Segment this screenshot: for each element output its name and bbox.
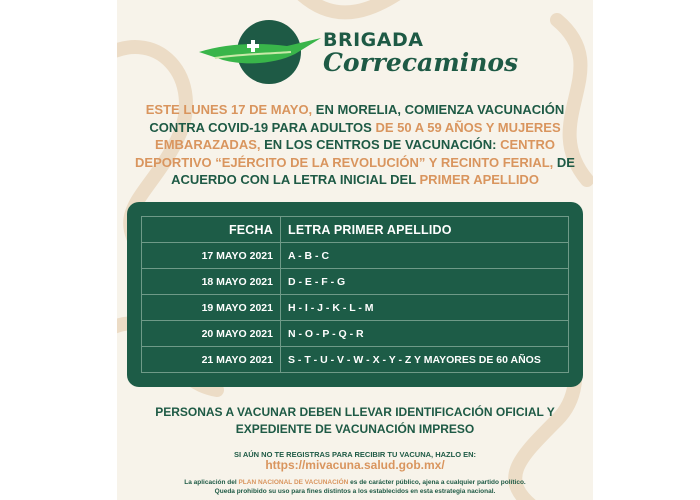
headline-criteria: DE ACUERDO CON LA LETRA INICIAL DEL — [171, 154, 575, 187]
headline-surname: PRIMER APELLIDO — [419, 172, 539, 187]
column-header-letter: LETRA PRIMER APELLIDO — [281, 217, 569, 243]
headline — [121, 101, 589, 189]
register-note: SI AÚN NO TE REGISTRAS PARA RECIBIR TU VACUNA, HAZLO EN: — [233, 450, 477, 459]
registration-link[interactable]: https://mivacuna.salud.gob.mx/ — [265, 458, 445, 472]
row-letters: H - I - J - K - L - M — [281, 295, 569, 321]
disclaimer-line-2: Queda prohibido su uso para fines distintos a los establecidos en esta estrategia nacional. — [214, 488, 496, 495]
table-row — [142, 243, 569, 269]
disclaimer-plan: PLAN NACIONAL DE VACUNACIÓN — [238, 479, 349, 486]
schedule-card — [127, 202, 583, 387]
row-date: 20 MAYO 2021 — [142, 321, 281, 347]
disclaimer-line-1 — [117, 478, 593, 487]
brand-subtitle: Correcaminos — [323, 48, 519, 77]
disclaimer-text-a: La aplicación del — [184, 479, 239, 486]
table-row — [142, 347, 569, 373]
column-header-date: FECHA — [142, 217, 281, 243]
headline-location: EN MORELIA, COMIENZA VACUNACIÓN CONTRA COVID-19 PARA ADULTOS — [149, 102, 565, 135]
brand-logo — [195, 14, 519, 92]
headline-date: ESTE LUNES 17 DE MAYO, — [145, 102, 313, 117]
table-row — [142, 321, 569, 347]
row-letters: A - B - C — [281, 243, 569, 269]
disclaimer-text-c: es de carácter público, ajena a cualquier partido político. — [348, 479, 526, 486]
row-letters: D - E - F - G — [281, 269, 569, 295]
row-letters: N - O - P - Q - R — [281, 321, 569, 347]
vaccination-poster — [117, 0, 593, 500]
table-row — [142, 269, 569, 295]
brand-title: BRIGADA — [323, 29, 424, 51]
row-letters: S - T - U - V - W - X - Y - Z Y MAYORES DE 60 AÑOS — [281, 347, 569, 373]
requirement-note: PERSONAS A VACUNAR DEBEN LLEVAR IDENTIFICACIÓN OFICIAL Y EXPEDIENTE DE VACUNACIÓN IMPRESO — [155, 405, 555, 436]
headline-age-group: DE 50 A 59 AÑOS Y MUJERES EMBARAZADAS, — [155, 119, 561, 152]
schedule-table — [141, 216, 569, 373]
roadrunner-emblem-icon — [195, 14, 325, 90]
row-date: 18 MAYO 2021 — [142, 269, 281, 295]
legal-disclaimer — [117, 478, 593, 496]
table-row — [142, 295, 569, 321]
headline-centers: CENTRO DEPORTIVO “EJÉRCITO DE LA REVOLUCIÓN” Y RECINTO FERIAL, — [135, 137, 555, 170]
row-date: 21 MAYO 2021 — [142, 347, 281, 373]
row-date: 19 MAYO 2021 — [142, 295, 281, 321]
row-date: 17 MAYO 2021 — [142, 243, 281, 269]
headline-centers-label: EN LOS CENTROS DE VACUNACIÓN: — [260, 137, 501, 152]
table-header-row — [142, 217, 569, 243]
